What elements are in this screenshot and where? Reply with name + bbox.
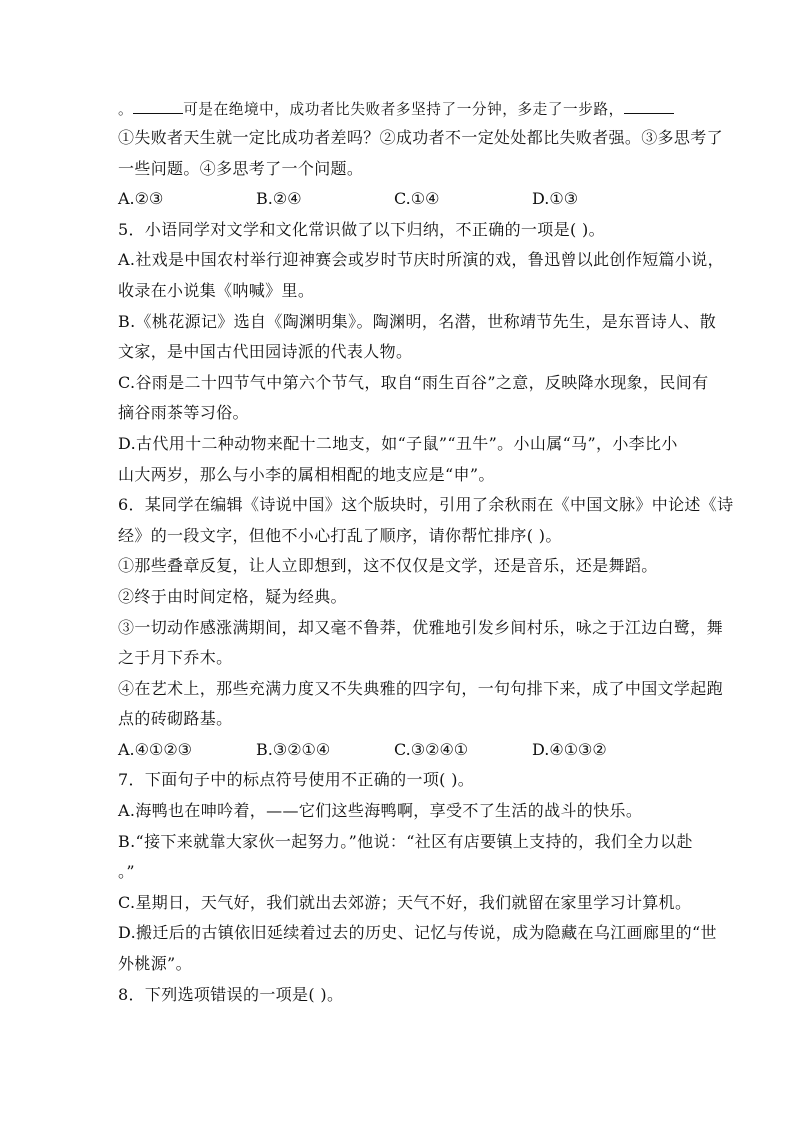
- q4-statement: 一些问题。④多思考了一个问题。: [118, 158, 364, 178]
- q5-stem: 5．小语同学对文学和文化常识做了以下归纳，不正确的一项是( )。: [118, 219, 605, 239]
- q6-sentence-3: 之于月下乔木。: [118, 648, 233, 668]
- q6-stem: 经》的一段文字，但他不小心打乱了顺序，请你帮忙排序( )。: [118, 525, 562, 545]
- option-c: C.①④: [394, 189, 440, 209]
- option-a: A.④①②③: [118, 739, 193, 759]
- q7-option-d: D.搬迁后的古镇依旧延续着过去的历史、记忆与传说，成为隐藏在乌江画廊里的“世: [118, 923, 717, 943]
- q8-stem: 8．下列选项错误的一项是( )。: [118, 984, 344, 1004]
- quote-middle: 可是在绝境中，成功者比失败者多坚持了一分钟，多走了一步路，: [183, 101, 624, 118]
- option-d: D.①③: [532, 189, 579, 209]
- q6-sentence-3: ③一切动作感涨满期间，却又毫不鲁莽，优雅地引发乡间村乐，咏之于江边白鹭，舞: [118, 617, 723, 637]
- answer-blank: [133, 101, 183, 114]
- q5-option-c: 摘谷雨茶等习俗。: [118, 403, 249, 423]
- q6-options: [118, 735, 688, 766]
- option-c: C.③②④①: [394, 739, 469, 759]
- q5-option-a: 收录在小说集《呐喊》里。: [118, 280, 315, 300]
- q5-option-d: 山大两岁，那么与小李的属相相配的地支应是“申”。: [118, 464, 495, 484]
- q6-sentence-1: ①那些叠章反复，让人立即想到，这不仅仅是文学，还是音乐，还是舞蹈。: [118, 556, 658, 576]
- q6-sentence-2: ②终于由时间定格，疑为经典。: [118, 586, 347, 606]
- quote-lead: 。: [118, 101, 134, 118]
- q7-option-d: 外桃源”。: [118, 954, 192, 974]
- option-b: B.③②①④: [256, 739, 331, 759]
- q7-option-b: B.“接下来就靠大家伙一起努力。”他说：“社区有店要镇上支持的，我们全力以赴: [118, 831, 693, 851]
- q6-sentence-4: 点的砖砌路基。: [118, 709, 233, 729]
- quote-line: [118, 96, 688, 123]
- option-a: A.②③: [118, 189, 164, 209]
- q7-option-c: C.星期日，天气好，我们就出去郊游；天气不好，我们就留在家里学习计算机。: [118, 892, 692, 912]
- option-d: D.④①③②: [532, 739, 607, 759]
- q7-option-a: A.海鸭也在呻吟着，——它们这些海鸭啊，享受不了生活的战斗的快乐。: [118, 801, 643, 821]
- q4-statement: ①失败者天生就一定比成功者差吗？②成功者不一定处处都比失败者强。③多思考了: [118, 128, 723, 147]
- option-b: B.②④: [256, 189, 302, 209]
- q7-option-b: 。”: [118, 862, 135, 882]
- q5-option-d: D.古代用十二种动物来配十二地支，如“子鼠”“丑牛”。小山属“马”，小李比小: [118, 433, 678, 453]
- q5-option-a: A.社戏是中国农村举行迎神赛会或岁时节庆时所演的戏，鲁迅曾以此创作短篇小说，: [118, 250, 724, 270]
- question-content: [118, 96, 734, 1010]
- q5-option-b: B.《桃花源记》选自《陶渊明集》。陶渊明，名潜，世称靖节先生，是东晋诗人、散: [118, 311, 717, 331]
- q6-sentence-4: ④在艺术上，那些充满力度又不失典雅的四字句，一句句排下来，成了中国文学起跑: [118, 678, 723, 698]
- q5-option-c: C.谷雨是二十四节气中第六个节气，取自“雨生百谷”之意，反映降水现象，民间有: [118, 372, 709, 392]
- q5-option-b: 文家，是中国古代田园诗派的代表人物。: [118, 342, 413, 362]
- q4-options: [118, 184, 688, 215]
- answer-blank: [624, 101, 674, 114]
- q6-stem: 6．某同学在编辑《诗说中国》这个版块时，引用了余秋雨在《中国文脉》中论述《诗: [118, 495, 734, 515]
- q7-stem: 7．下面句子中的标点符号使用不正确的一项( )。: [118, 770, 475, 790]
